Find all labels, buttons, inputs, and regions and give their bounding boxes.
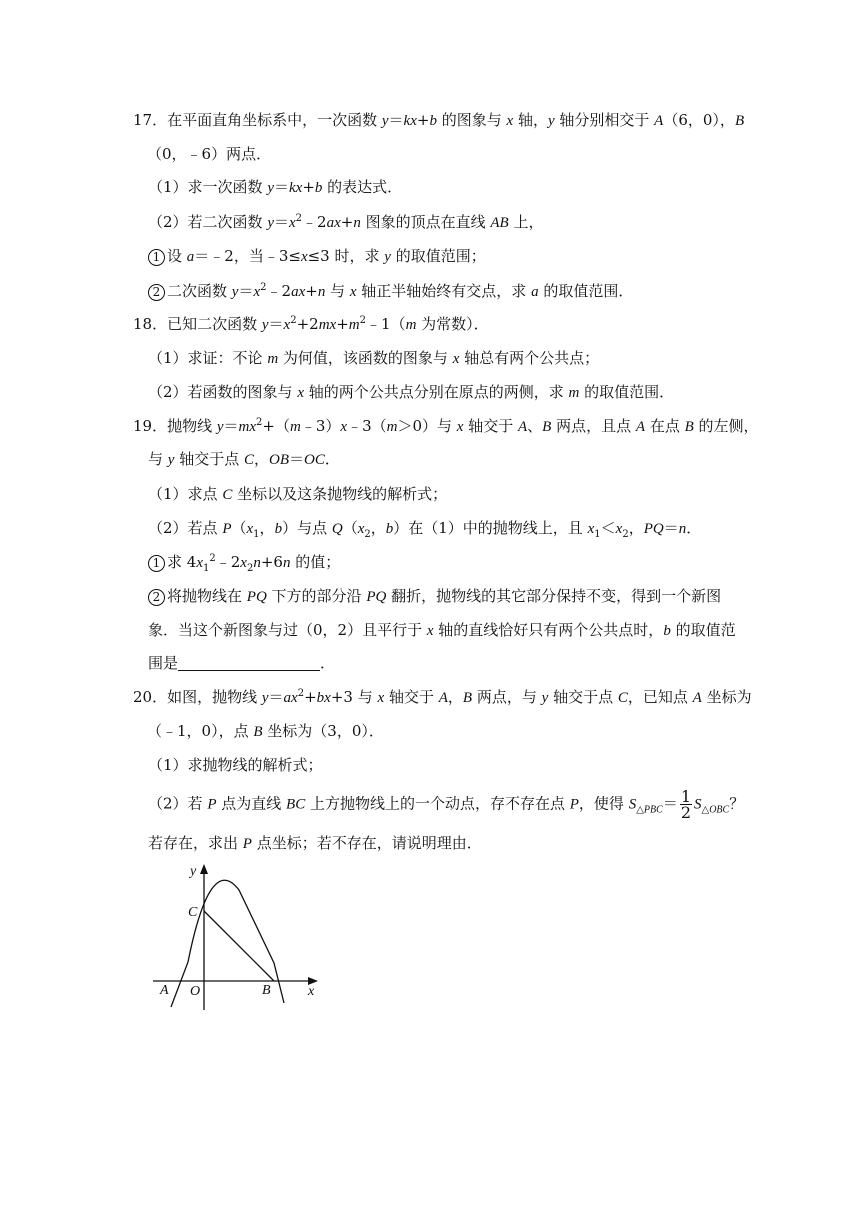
line-4: （2）若二次函数 $y=x^2﹣2ax+n$ 图象的顶点在直线 AB 上， bbox=[148, 213, 544, 231]
line-21: （2）若 P 点为直线 BC 上方抛物线上的一个动点，存不存在点 P，使得 $S_{\triangle PBC}=$ $\frac{1}{2}$ $S_{\triangle OBC}$？ bbox=[148, 787, 745, 822]
line-7: 18．已知二次函数 $y=x^2+2mx+m^2﹣1(m$ 为常数）． bbox=[133, 315, 489, 333]
line-16: 象．当这个新图象与过（0，2）且平行于 x 轴的直线恰好只有两个公共点时，b 的取值范 bbox=[148, 621, 736, 639]
y-axis bbox=[200, 864, 208, 1010]
line-2: （0，﹣6）两点． bbox=[147, 145, 272, 163]
line-1: 17．在平面直角坐标系中，一次函数 y＝kx+b 的图象与 x 轴，y 轴分别相交于 A（6，0），B bbox=[133, 111, 745, 129]
fraction-one-half: $\frac{1}{2}$ bbox=[680, 787, 691, 822]
label-a: A bbox=[160, 983, 169, 998]
label-c: C bbox=[188, 905, 198, 920]
line-3: （1）求一次函数 y＝kx+b 的表达式． bbox=[148, 178, 403, 196]
line-12: （1）求点 C 坐标以及这条抛物线的解析式； bbox=[148, 485, 448, 503]
line-22: 若存在，求出 P 点坐标；若不存在，请说明理由． bbox=[148, 834, 482, 852]
line-15: 2 将抛物线在 PQ 下方的部分沿 PQ 翻折，抛物线的其它部分保持不变，得到一个新图 bbox=[148, 586, 721, 607]
label-o: O bbox=[190, 984, 201, 999]
line-6: 2 二次函数 $y=x^2﹣2ax+n$ 与 x 轴正半轴始终有交点，求 a 的取值范围． bbox=[148, 281, 633, 302]
line-17: 围是 ． bbox=[148, 654, 336, 672]
label-b: B bbox=[262, 983, 271, 998]
answer-blank[interactable] bbox=[178, 654, 320, 671]
label-y: y bbox=[190, 864, 197, 879]
line-5: 1 设 a＝﹣2，当﹣3≤x≤3 时，求 y 的取值范围； bbox=[148, 246, 486, 267]
line-13: （2）若点 $P(x_1$，b）与点 $Q(x_2$，b）在（1）中的抛物线上，且 $x_1<x_2$，PQ＝n． bbox=[148, 519, 702, 540]
line-19: （﹣1，0），点 B 坐标为（3，0）． bbox=[147, 722, 384, 740]
label-x: x bbox=[308, 984, 315, 999]
line-10: 19．抛物线 $y=mx^2+(m﹣3)x﹣3(m>0)$与 x 轴交于 A、B 两点，且点 A 在点 B 的左侧， bbox=[133, 417, 759, 435]
line-11: 与 y 轴交于点 C，OB＝OC． bbox=[148, 450, 340, 468]
x-axis bbox=[153, 977, 318, 985]
line-8: （1）求证：不论 m 为何值，该函数的图象与 x 轴总有两个公共点； bbox=[148, 349, 600, 367]
line-14: 1 求 $4x_1^2﹣2x_2n+6n$ 的值； bbox=[148, 552, 340, 573]
line-20: （1）求抛物线的解析式； bbox=[148, 756, 323, 774]
line-18: 20．如图，抛物线 $y=ax^2+bx+3$ 与 x 轴交于 A，B 两点，与 y 轴交于点 C，已知点 A 坐标为 bbox=[133, 688, 752, 706]
line-9: （2）若函数的图象与 x 轴的两个公共点分别在原点的两侧，求 m 的取值范围． bbox=[148, 383, 675, 401]
segment-bc bbox=[204, 911, 274, 981]
parabola-figure bbox=[150, 855, 330, 1015]
